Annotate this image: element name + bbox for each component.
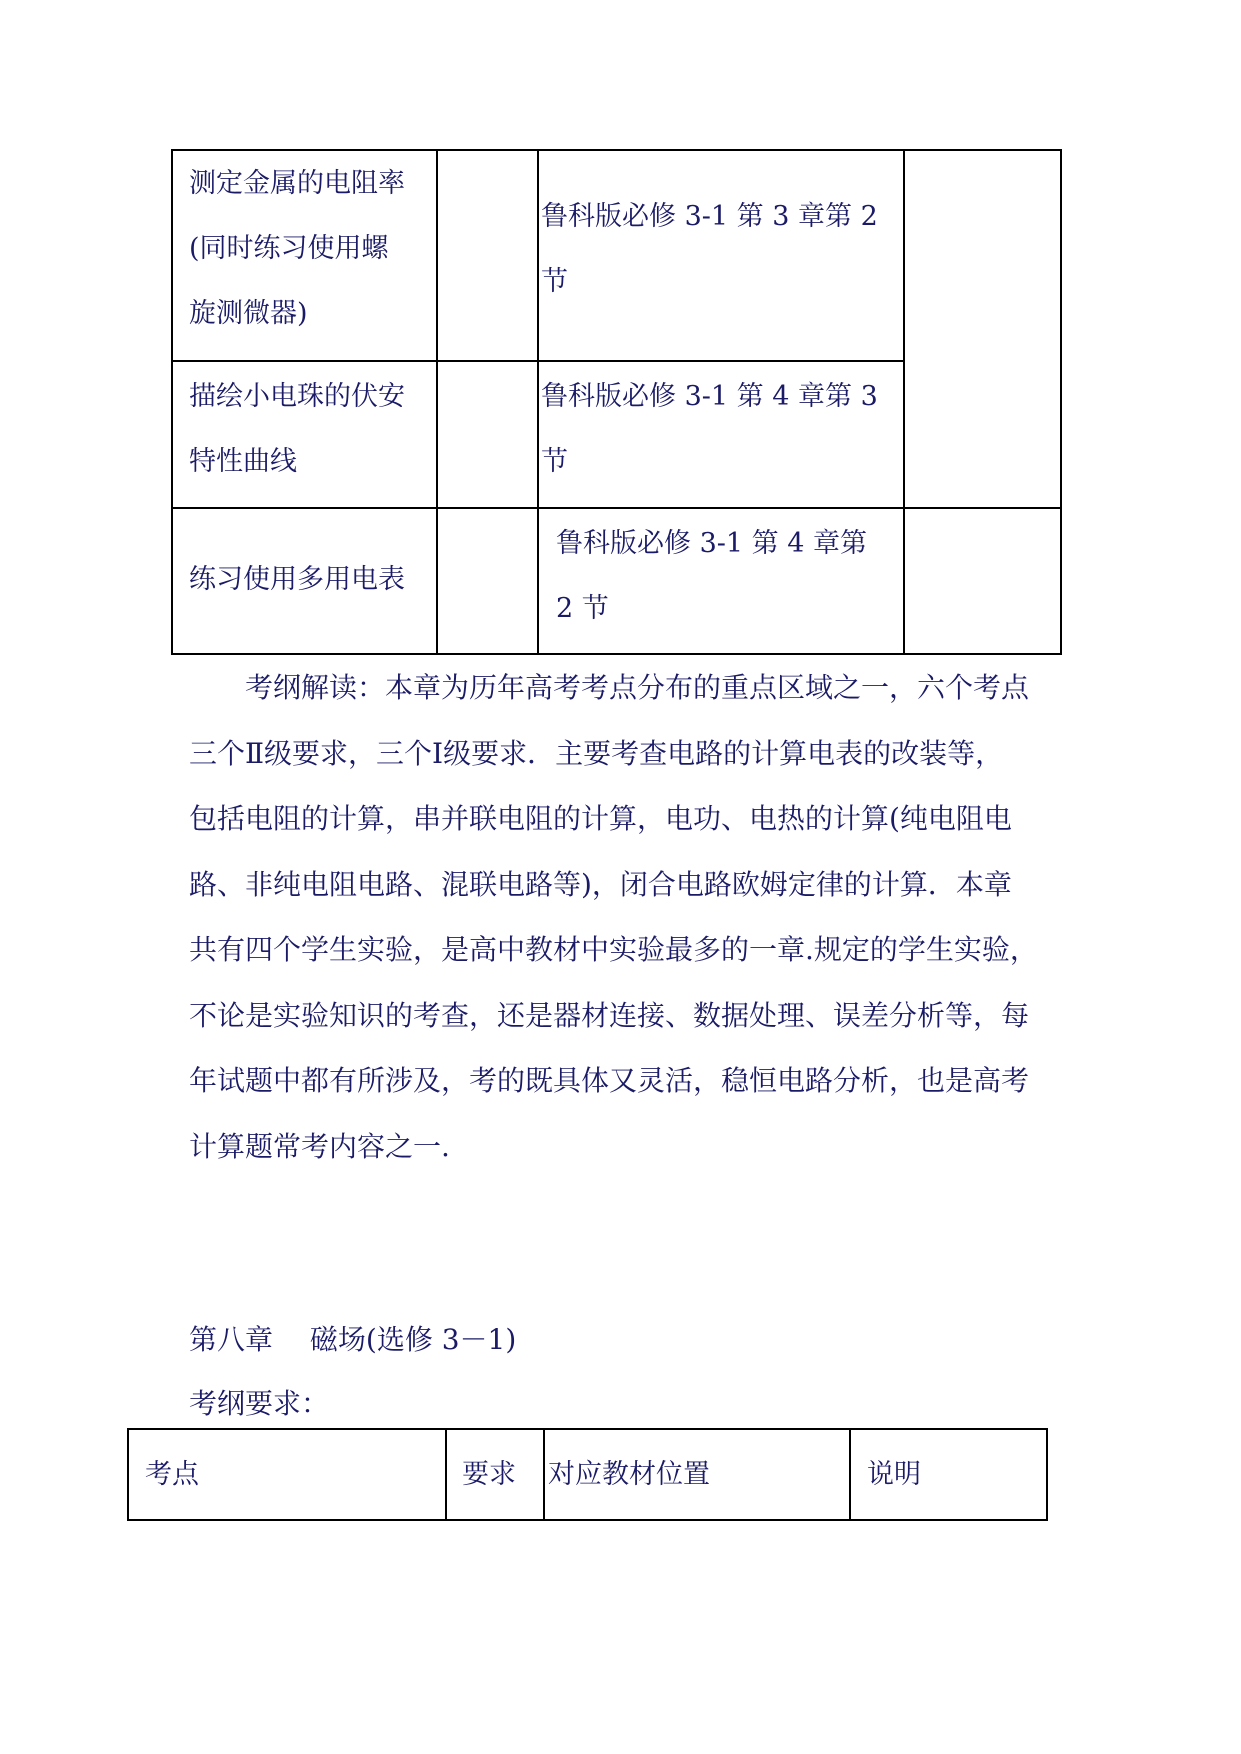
topic-line: 描绘小电珠的伏安 (189, 381, 405, 412)
position-line: 鲁科版必修 3-1 第 3 章第 2 (541, 201, 878, 232)
table-row-1-position-block (541, 184, 901, 314)
table-divider (173, 507, 1060, 509)
syllabus-interpretation (189, 655, 1069, 1179)
paragraph-line: 路、非纯电阻电路、混联电路等)，闭合电路欧姆定律的计算．本章 (189, 867, 1012, 901)
paragraph-line: 考纲解读：本章为历年高考考点分布的重点区域之一，六个考点 (245, 671, 1030, 704)
topic-line: 练习使用多用电表 (189, 564, 405, 595)
header-note: 说明 (867, 1459, 921, 1490)
position-line: 鲁科版必修 3-1 第 4 章第 3 (541, 381, 878, 412)
table-row-3-position (556, 511, 901, 641)
header-requirement: 要求 (462, 1459, 516, 1490)
table-divider (543, 1430, 545, 1519)
paragraph-line: 三个Ⅱ级要求，三个Ⅰ级要求．主要考查电路的计算电表的改装等， (189, 736, 1004, 770)
topic-line: 测定金属的电阻率 (189, 168, 405, 199)
table-row-3-topic (189, 547, 434, 612)
topic-line: 旋测微器) (189, 298, 308, 329)
chapter-title: 第八章 磁场(选修 3－1) (189, 1323, 517, 1356)
table-divider (445, 1430, 447, 1519)
table-divider (903, 151, 905, 653)
table-divider (537, 151, 539, 653)
table-divider (436, 151, 438, 653)
table-divider (849, 1430, 851, 1519)
header-topic: 考点 (145, 1459, 199, 1490)
position-line: 鲁科版必修 3-1 第 4 章第 (556, 528, 867, 559)
table-row-2-position (541, 364, 901, 494)
table-row-2-topic (189, 364, 434, 494)
topic-line: (同时练习使用螺 (189, 233, 389, 264)
table-divider (173, 360, 903, 362)
requirements-label: 考纲要求： (189, 1387, 330, 1420)
paragraph-line: 计算题常考内容之一. (189, 1129, 450, 1163)
experiments-table (171, 149, 1062, 655)
paragraph-line: 包括电阻的计算，串并联电阻的计算，电功、电热的计算(纯电阻电 (189, 802, 1012, 835)
paragraph-line: 年试题中都有所涉及，考的既具体又灵活，稳恒电路分析，也是高考 (189, 1064, 1030, 1097)
paragraph-line: 共有四个学生实验，是高中教材中实验最多的一章.规定的学生实验， (189, 933, 1038, 966)
position-line: 2 节 (556, 593, 609, 624)
table-row-1-topic (189, 151, 434, 346)
paragraph-line: 不论是实验知识的考查，还是器材连接、数据处理、误差分析等，每 (189, 998, 1030, 1032)
position-line: 节 (541, 446, 568, 477)
magnetism-requirements-table (127, 1428, 1048, 1521)
position-line: 节 (541, 266, 568, 297)
header-textbook-position: 对应教材位置 (548, 1459, 710, 1490)
topic-line: 特性曲线 (189, 446, 297, 477)
